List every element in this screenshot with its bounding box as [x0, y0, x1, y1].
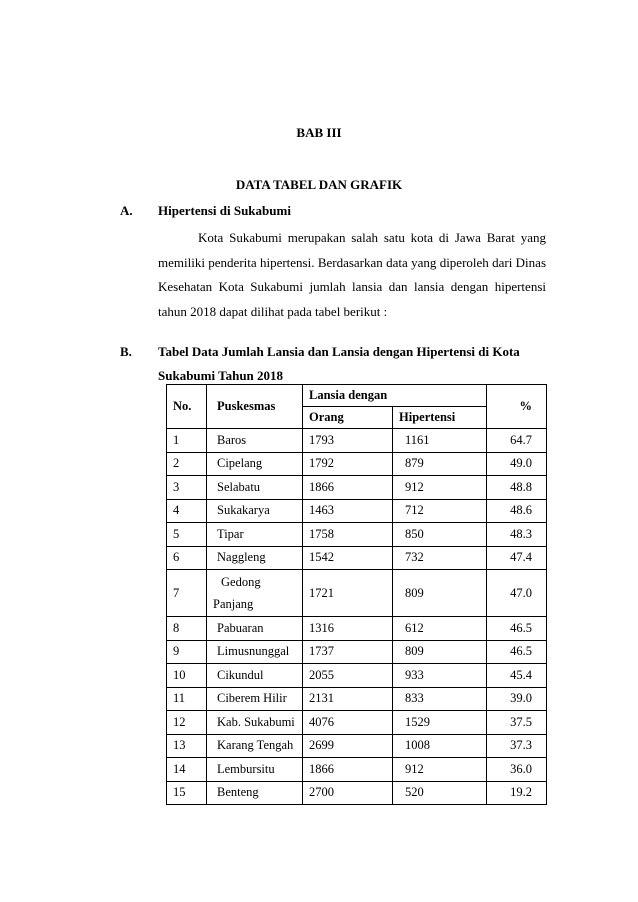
cell-hipertensi: 809	[393, 640, 487, 664]
cell-percent: 36.0	[487, 758, 547, 782]
header-no: No.	[167, 385, 207, 429]
cell-puskesmas: Limusnunggal	[207, 640, 303, 664]
cell-puskesmas: Karang Tengah	[207, 734, 303, 758]
cell-orang: 1792	[303, 452, 393, 476]
cell-orang: 2699	[303, 734, 393, 758]
cell-hipertensi: 732	[393, 546, 487, 570]
section-b-heading-line1: Tabel Data Jumlah Lansia dan Lansia dengan Hipertensi di Kota	[158, 344, 520, 359]
cell-hipertensi: 612	[393, 617, 487, 641]
header-hipertensi: Hipertensi	[393, 407, 487, 429]
cell-orang: 1793	[303, 429, 393, 453]
cell-orang: 2131	[303, 687, 393, 711]
section-a-heading: Hipertensi di Sukabumi	[158, 203, 291, 218]
header-orang: Orang	[303, 407, 393, 429]
table-row	[167, 499, 547, 523]
cell-orang: 4076	[303, 711, 393, 735]
section-a-paragraph: Kota Sukabumi merupakan salah satu kota di Jawa Barat yang memiliki penderita hipertensi. Berdasarkan data yang diperoleh dari Dinas Kesehatan Kota Sukabumi jumlah lansia dan lansia dengan hipertensi tahun 2018 dapat dilihat pada tabel berikut :	[158, 230, 546, 319]
table-row	[167, 781, 547, 805]
table-row	[167, 687, 547, 711]
cell-percent: 39.0	[487, 687, 547, 711]
cell-hipertensi: 850	[393, 523, 487, 547]
cell-percent: 46.5	[487, 617, 547, 641]
cell-puskesmas: Sukakarya	[207, 499, 303, 523]
cell-hipertensi: 933	[393, 664, 487, 688]
cell-puskesmas: Cipelang	[207, 452, 303, 476]
cell-no: 3	[167, 476, 207, 500]
cell-no: 2	[167, 452, 207, 476]
cell-no: 1	[167, 429, 207, 453]
cell-no: 6	[167, 546, 207, 570]
cell-percent: 45.4	[487, 664, 547, 688]
cell-puskesmas: Kab. Sukabumi	[207, 711, 303, 735]
cell-hipertensi: 833	[393, 687, 487, 711]
table-row	[167, 429, 547, 453]
cell-no: 4	[167, 499, 207, 523]
cell-hipertensi: 1529	[393, 711, 487, 735]
table-row	[167, 664, 547, 688]
cell-no: 9	[167, 640, 207, 664]
header-puskesmas: Puskesmas	[207, 385, 303, 429]
cell-puskesmas: Selabatu	[207, 476, 303, 500]
cell-orang: 2055	[303, 664, 393, 688]
table-row	[167, 476, 547, 500]
section-b-letter: B.	[120, 344, 132, 359]
header-lansia-dengan: Lansia dengan	[303, 385, 487, 407]
cell-percent: 37.5	[487, 711, 547, 735]
cell-no: 14	[167, 758, 207, 782]
section-b-heading-line2: Sukabumi Tahun 2018	[158, 368, 284, 383]
cell-hipertensi: 520	[393, 781, 487, 805]
cell-puskesmas-line1: Gedong	[221, 575, 261, 589]
section-a-letter: A.	[120, 203, 133, 218]
cell-hipertensi: 712	[393, 499, 487, 523]
cell-puskesmas	[207, 570, 303, 617]
cell-no: 11	[167, 687, 207, 711]
table-row	[167, 452, 547, 476]
cell-orang: 1866	[303, 758, 393, 782]
table-row	[167, 711, 547, 735]
cell-no: 8	[167, 617, 207, 641]
cell-puskesmas: Benteng	[207, 781, 303, 805]
cell-percent: 47.4	[487, 546, 547, 570]
lansia-hipertensi-table	[166, 384, 547, 805]
cell-no: 5	[167, 523, 207, 547]
section-b-heading	[158, 340, 538, 388]
cell-percent: 37.3	[487, 734, 547, 758]
cell-orang: 2700	[303, 781, 393, 805]
cell-percent: 19.2	[487, 781, 547, 805]
cell-hipertensi: 879	[393, 452, 487, 476]
cell-hipertensi: 912	[393, 476, 487, 500]
cell-hipertensi: 809	[393, 570, 487, 617]
cell-percent: 48.6	[487, 499, 547, 523]
cell-no: 12	[167, 711, 207, 735]
cell-orang: 1866	[303, 476, 393, 500]
cell-puskesmas: Pabuaran	[207, 617, 303, 641]
table-row	[167, 758, 547, 782]
cell-hipertensi: 1161	[393, 429, 487, 453]
cell-puskesmas: Baros	[207, 429, 303, 453]
table-row	[167, 617, 547, 641]
header-percent: %	[487, 385, 547, 429]
cell-puskesmas: Naggleng	[207, 546, 303, 570]
cell-puskesmas: Cikundul	[207, 664, 303, 688]
cell-percent: 48.8	[487, 476, 547, 500]
table-row	[167, 570, 547, 617]
chapter-label: BAB III	[296, 125, 342, 140]
table-row	[167, 734, 547, 758]
cell-percent: 48.3	[487, 523, 547, 547]
cell-orang: 1542	[303, 546, 393, 570]
cell-no: 10	[167, 664, 207, 688]
cell-orang: 1463	[303, 499, 393, 523]
table-row	[167, 523, 547, 547]
cell-puskesmas: Ciberem Hilir	[207, 687, 303, 711]
cell-percent: 46.5	[487, 640, 547, 664]
cell-percent: 64.7	[487, 429, 547, 453]
cell-puskesmas: Tipar	[207, 523, 303, 547]
cell-orang: 1737	[303, 640, 393, 664]
table-row	[167, 546, 547, 570]
cell-orang: 1758	[303, 523, 393, 547]
cell-hipertensi: 912	[393, 758, 487, 782]
cell-no: 7	[167, 570, 207, 617]
chapter-title: DATA TABEL DAN GRAFIK	[235, 177, 403, 192]
cell-puskesmas-line2: Panjang	[213, 597, 254, 611]
cell-orang: 1721	[303, 570, 393, 617]
cell-no: 13	[167, 734, 207, 758]
table-row	[167, 640, 547, 664]
cell-hipertensi: 1008	[393, 734, 487, 758]
cell-orang: 1316	[303, 617, 393, 641]
cell-percent: 49.0	[487, 452, 547, 476]
cell-puskesmas: Lembursitu	[207, 758, 303, 782]
cell-no: 15	[167, 781, 207, 805]
cell-percent: 47.0	[487, 570, 547, 617]
